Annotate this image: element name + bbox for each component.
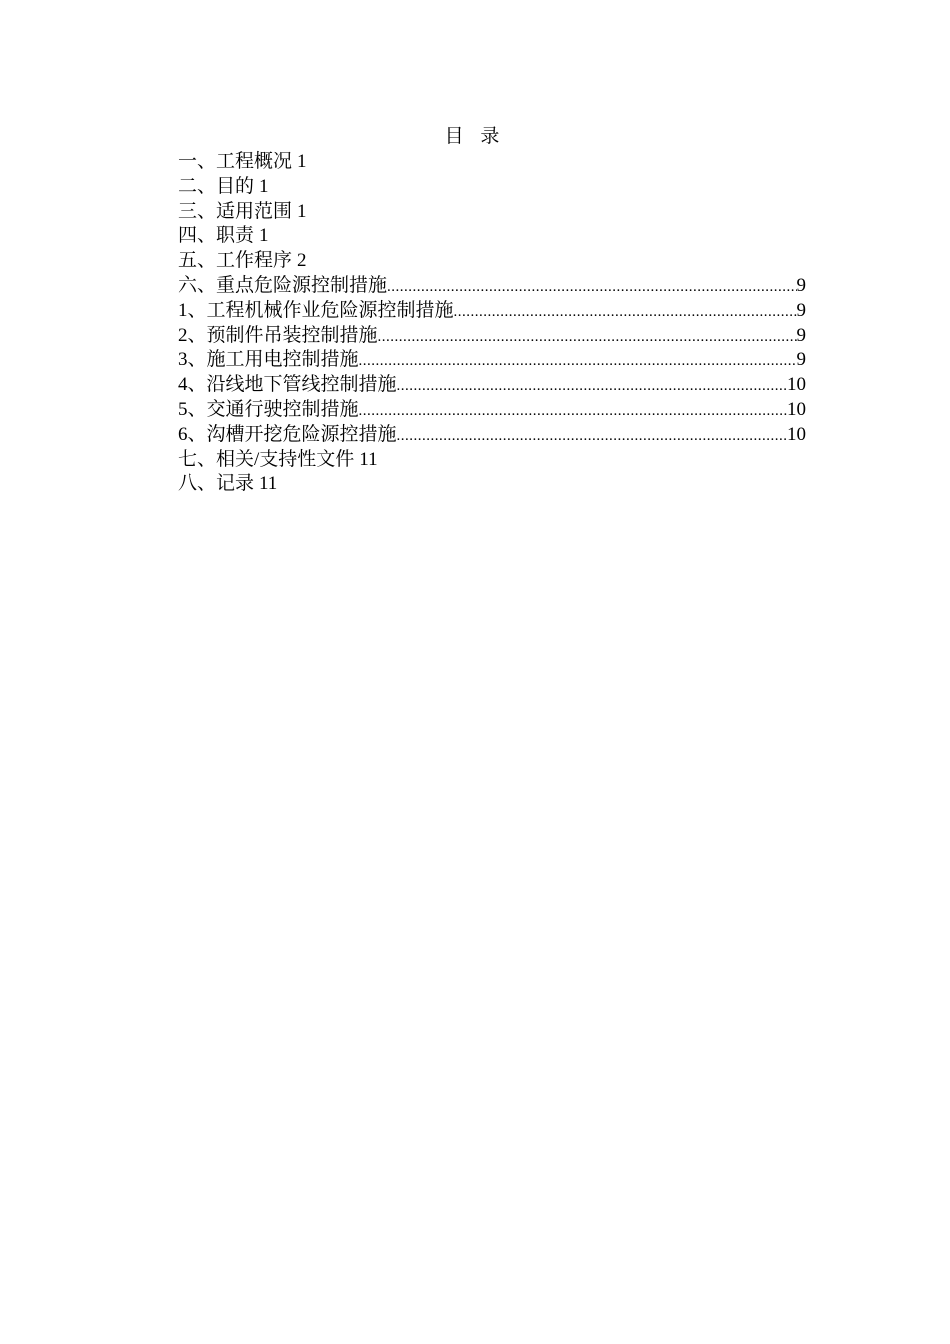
toc-entry-13[interactable] — [178, 448, 806, 473]
toc-entry-label: 2、预制件吊装控制措施 — [178, 324, 378, 346]
toc-entry-7[interactable] — [178, 299, 806, 324]
dot-leader — [397, 424, 787, 449]
dot-leader — [454, 300, 797, 325]
toc-entry-page: 2 — [297, 250, 307, 272]
toc-title: 目 录 — [444, 126, 506, 147]
toc-entry-page: 10 — [787, 398, 806, 420]
toc-entry-page: 1 — [259, 225, 269, 247]
toc-entry-4[interactable] — [178, 224, 806, 249]
toc-entry-page: 11 — [359, 448, 378, 470]
toc-entry-label: 三、适用范围 — [178, 200, 293, 222]
dot-leader — [378, 325, 797, 350]
toc-entry-page: 10 — [787, 374, 806, 396]
toc-entry-label: 6、沟槽开挖危险源控措施 — [178, 423, 397, 445]
toc-entry-8[interactable] — [178, 324, 806, 349]
toc-entry-6[interactable] — [178, 274, 806, 299]
toc-entry-page: 1 — [297, 200, 307, 222]
toc-entry-label: 一、工程概况 — [178, 151, 293, 172]
toc-entry-label: 八、记录 — [178, 473, 255, 495]
toc-entry-page: 1 — [259, 175, 269, 197]
toc-entry-2[interactable] — [178, 175, 806, 200]
dot-leader — [359, 399, 787, 424]
toc-entry-page: 9 — [796, 274, 806, 296]
toc-entry-10[interactable] — [178, 373, 806, 398]
toc-entry-14[interactable] — [178, 472, 806, 497]
toc-entry-label: 1、工程机械作业危险源控制措施 — [178, 299, 454, 321]
toc-entry-page: 9 — [796, 349, 806, 371]
toc-entry-page: 10 — [787, 423, 806, 445]
toc-entry-page: 9 — [796, 299, 806, 321]
toc-entry-label: 五、工作程序 — [178, 250, 293, 272]
toc-entry-5[interactable] — [178, 249, 806, 274]
toc-entry-label: 3、施工用电控制措施 — [178, 349, 359, 371]
toc-entry-9[interactable] — [178, 348, 806, 373]
toc-entry-label: 5、交通行驶控制措施 — [178, 398, 359, 420]
toc-entry-label: 六、重点危险源控制措施 — [178, 274, 388, 296]
toc-entry-label: 二、目的 — [178, 175, 255, 197]
toc-entry-1[interactable] — [178, 150, 806, 175]
toc-entry-label: 七、相关/支持性文件 — [178, 448, 355, 470]
table-of-contents — [178, 150, 806, 497]
toc-entry-page: 11 — [259, 473, 278, 495]
dot-leader — [387, 275, 796, 300]
toc-entry-3[interactable] — [178, 200, 806, 225]
toc-entry-label: 4、沿线地下管线控制措施 — [178, 374, 397, 396]
dot-leader — [359, 349, 797, 374]
toc-entry-12[interactable] — [178, 423, 806, 448]
toc-entry-page: 1 — [297, 151, 307, 172]
toc-entry-label: 四、职责 — [178, 225, 255, 247]
toc-entry-page: 9 — [796, 324, 806, 346]
dot-leader — [397, 374, 787, 399]
toc-entry-11[interactable] — [178, 398, 806, 423]
